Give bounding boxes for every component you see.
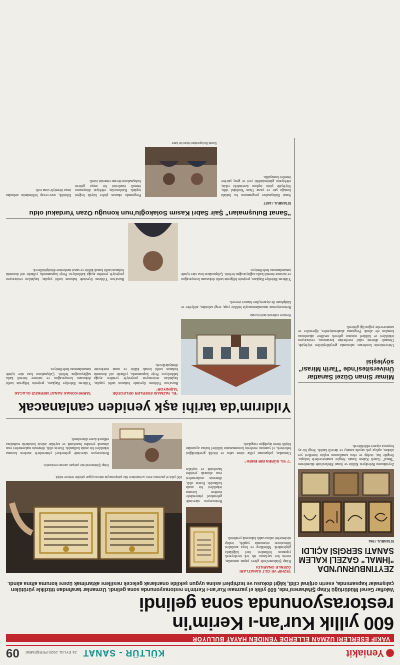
poets-photo <box>145 147 217 197</box>
manuscript-caption: 600 yıllık el yazması eser, uzmanların titiz çalışmasıyla aslına uygun şekilde restore edildi. <box>54 475 182 479</box>
bottom-story-body-3: Etkinlik, soru-cevap bölümünün ardından imza töreniyle sona erdi. <box>6 188 71 197</box>
newspaper-logo <box>346 648 394 659</box>
section-title: KÜLTÜR - SANAT <box>82 648 165 658</box>
left-column-credit: İSTANBUL / İHA <box>368 539 394 543</box>
column-separator <box>294 138 295 573</box>
left-second-body: Üniversitenin konferans salonunda gerçekleştirilen söyleşide, Osmanlı dönemi vakıf eserlerinin korunması, restorasyon teknikleri ve kültürel mirasın gelecek nesillere aktarılması konuları ele alındı. Programa akademisyenler, öğrenciler ve sanatseverler yoğun ilgi gösterdi. <box>298 324 394 347</box>
headline-banner: VAKIF ESERLERİ UZMAN ELLERDE YENİDEN HAYAT BULUYOR <box>6 634 394 642</box>
restorer-caption: Kitap Şifahanesi'nde çalışan uzman restoratör. <box>43 463 109 467</box>
konak-caption: Restore edilecek tarihi konak <box>250 313 291 317</box>
center-story-divider <box>6 418 291 419</box>
left-second-headline: Mimar Sinan Güzel Sanatlar Üniversitesi'nde "Tarih Mirası" söyleşisi <box>298 357 394 380</box>
main-deck: Vakıflar Genel Müdürlüğü Kitap Şifahanesi'nde, 600 yıllık el yazması Kur'an-ı Kerim'in restorasyonunda sona gelindi. Uzmanlar tarafından titizlikle yürütülen çalışmalar kapsamında, eserin orijinal cildi, kâğıt dokusu ve tezhipleri aslına uygun şekilde onarılarak gelecek nesillere aktarılmak üzere koruma altına alındı. <box>7 579 394 592</box>
bottom-story-body-2: Programda okunan şiirler büyük beğeni topladı. Katılımcılar, edebiyat dünyasının önemli isimlerini bir araya getiren buluşmaların devam etmesini istedi. <box>75 179 141 197</box>
article-body-1: Kitap Şifahanesi'nde görev yapan uzmanlar, eserin her sayfasını tek tek inceleyerek yıpranan bölümleri özel kâğıtlarla güçlendirdi. Mürekkep ve boya analizleri laboratuvar ortamında yapıldı, tezhip süslemeleri aslına sadık kalınarak yenilendi. <box>225 536 291 563</box>
manuscript-restoration-photo <box>6 481 182 573</box>
main-headline-line-2: restorasyonunda sona gelindi <box>139 594 394 615</box>
article-subhead-1: TEZHİP VE CİLT SANATLARI ÖZENLE ONARILDI <box>239 564 291 573</box>
center-story-body-2: Yıldırım Belediye Başkanı, projenin bölgenin tarihi dokusunu koruyacağını ve turizme önemli katkı sağlayacağını belirtti. Çalışmaların kısa süre içinde tamamlanması hedefleniyor. <box>6 367 91 385</box>
manuscript-detail-photo <box>186 507 222 573</box>
restorer-photo <box>112 423 182 469</box>
left-column-divider <box>298 382 394 383</box>
center-story-headline: Yıldırım'da tarihi aşk yeniden canlanacak <box>18 400 291 416</box>
issue-date: 24 EYLÜL 2020 PERŞEMBE <box>25 650 77 656</box>
bottom-story-headline: "Sanat Buluşmaları" Şair Sabri Kasım Solakoğlu'nun konuğu Ozan Yurdakul oldu <box>29 209 291 216</box>
article-body-3-continued: Restorasyon sürecinde geleneksel yöntemlerle modern koruma teknikleri bir arada kullanıldı. Eserin cildi, dönemin malzemeleri esas alınarak yeniden hazırlandı ve sayfalar asitsiz kutularda muhafaza edilmek üzere düzenlendi. <box>6 437 109 455</box>
article-subhead-2: "7 YIL SÜREN BİR EMEK" <box>244 459 291 463</box>
article-body-3: Uzmanlar, çalışmanın yıllar süren sabır ve titizlik gerektirdiğini belirterek, el yazması eserlerin korunmasının kültürel hafıza açısından büyük önem taşıdığını vurguladı. <box>186 441 291 455</box>
left-column-headline: ZEYTINBURNU'NDA "İHMAL" GAZELİ KALEM SANATI SERGİSİ AÇILDI <box>298 546 394 573</box>
center-story-subhead-1: "EL YAZMASI ESERLER GELECEĞE TAŞINIYOR" <box>112 386 178 395</box>
bottom-story-divider <box>6 218 291 219</box>
page-number: 09 <box>6 646 20 660</box>
calligraphy-exhibition-photo <box>298 469 394 537</box>
center-story-body-1: Bursa'nın Yıldırım ilçesinde bulunan tarihi yapılar, başlatılan restorasyon projesiyle yeniden ayağa kaldırılıyor. Proje kapsamında, yıllardır atıl durumda bulunan tarihi konak kültür ve sanat merkezine dönüştürülecek. <box>94 362 178 385</box>
article-body-2: Restorasyon sürecinde geleneksel yöntemlerle modern koruma teknikleri bir arada kullanıldı. Eserin cildi, dönemin malzemeleri esas alınarak yeniden hazırlandı ve sayfalar <box>186 467 222 503</box>
center-story-body-5: Yıldırım Belediye Başkanı, projenin bölgenin tarihi dokusunu koruyacağını ve turizme önemli katkı sağlayacağını belirtti. Çalışmaların kısa süre içinde tamamlanması hedefleniyor. <box>181 267 291 281</box>
main-headline-line-1: 600 yıllık Kur'an-ı Kerim'in <box>172 613 394 634</box>
main-headline <box>6 595 394 633</box>
left-column-body: Zeytinburnu Belediyesi Kültür ve Sanat Merkezi'nde düzenlenen "İhmal" Gazeli Kalem Sanatı Sergisi sanatseverlerle buluştu. Sergide hat, tezhip ve ebru sanatlarının seçkin örnekleri yer alırken, açılışa çok sayıda sanatçı ve davetli katıldı. Sergi bir ay boyunca ziyaret edilebilecek. <box>298 443 394 466</box>
poets-caption: Sanat Buluşmaları'ndan bir kare <box>171 141 217 145</box>
logo-text: Yeniakit <box>346 647 384 659</box>
historic-konak-photo <box>181 319 291 395</box>
center-story-body-4: Bursa'nın Yıldırım ilçesinde bulunan tarihi yapılar, başlatılan restorasyon projesiyle yeniden ayağa kaldırılıyor. Proje kapsamında, yıllardır atıl durumda bulunan tarihi konak kültür ve sanat merkezine dönüştürülecek. <box>6 267 124 281</box>
center-story-subhead-2: TARİHİ KONAK SANAT MERKEZİ OLACAK <box>14 391 91 395</box>
center-story-body-3: Restorasyonun tamamlanmasıyla birlikte yapı; sergi salonları, atölyeler ve kütüphane ile ziyaretçilere hizmet verecek. <box>181 300 291 309</box>
bottom-story-body-1: Sanat Buluşmaları programının bu haftaki konuğu şair ve yazar Ozan Yurdakul oldu. Söyleşide şiirin toplum üzerindeki etkisi, edebiyatın günümüzdeki yeri ve genç şairlere öneriler konuşuldu. <box>221 174 291 197</box>
bottom-story-credit: İSTANBUL / AKİT <box>263 201 291 205</box>
portrait-photo <box>128 223 178 281</box>
page-header <box>6 645 394 660</box>
logo-mark-icon <box>386 649 394 657</box>
